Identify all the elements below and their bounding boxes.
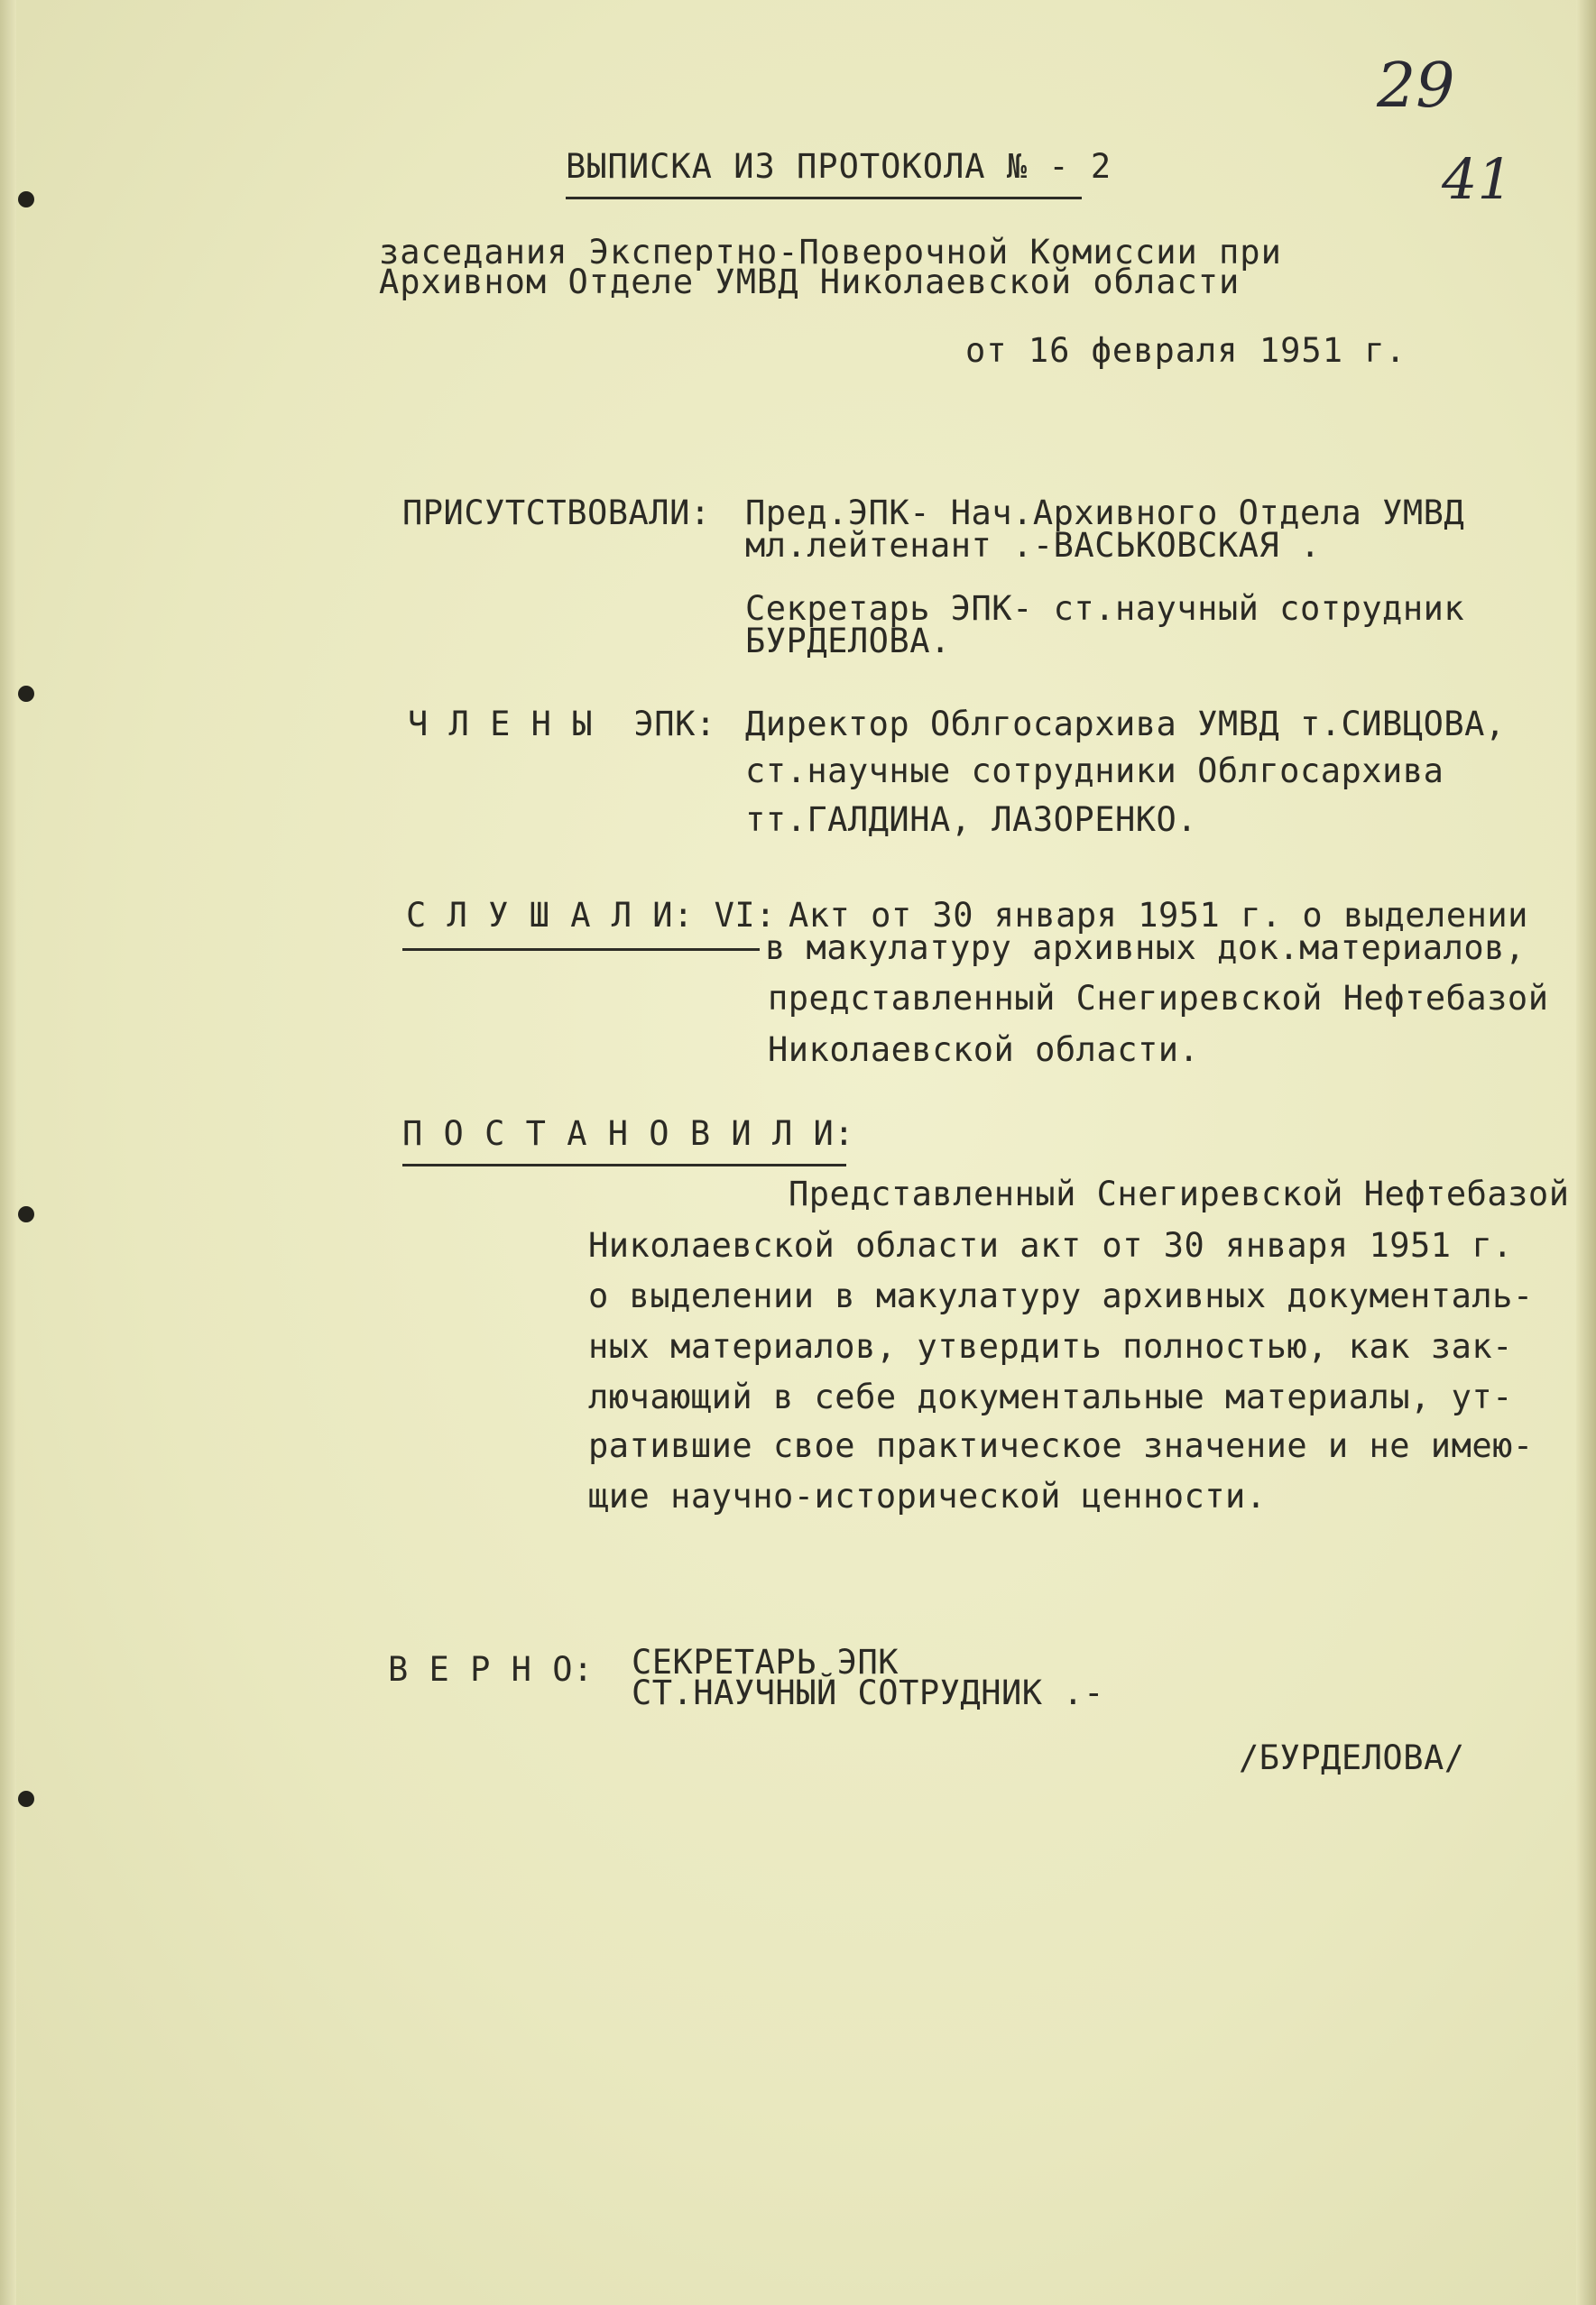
heard-underline [402, 948, 760, 951]
binding-hole [18, 1206, 34, 1222]
meeting-date: от 16 февраля 1951 г. [965, 331, 1407, 370]
present-secretary-line-2: БУРДЕЛОВА. [745, 622, 951, 660]
members-line-3: тт.ГАЛДИНА, ЛАЗОРЕНКО. [745, 800, 1198, 839]
present-secretary-line-1: Секретарь ЭПК- ст.научный сотрудник [745, 589, 1465, 628]
header-line-1: заседания Экспертно-Поверочной Комиссии при [379, 233, 1282, 272]
present-chair-line-2: мл.лейтенант .-ВАСЬКОВСКАЯ . [745, 526, 1321, 565]
resolved-line-5: лючающий в себе документальные материалы, ут- [588, 1378, 1513, 1416]
heard-label: С Л У Ш А Л И: VI: [406, 896, 776, 935]
signature-name: /БУРДЕЛОВА/ [1239, 1738, 1465, 1777]
certified-line-2: СТ.НАУЧНЫЙ СОТРУДНИК .- [632, 1673, 1104, 1712]
resolved-line-4: ных материалов, утвердить полностью, как зак- [588, 1327, 1513, 1366]
binding-hole [18, 191, 34, 207]
present-label: ПРИСУТСТВОВАЛИ: [402, 493, 711, 532]
page-right-edge [1576, 0, 1596, 2305]
resolved-line-1: Представленный Снегиревской Нефтебазой [789, 1175, 1570, 1213]
resolved-line-6: ратившие свое практическое значение и не имею- [588, 1426, 1534, 1465]
handwritten-page-number: 29 [1377, 51, 1455, 122]
members-label: Ч Л Е Н Ы ЭПК: [408, 705, 716, 743]
heard-line-3: представленный Снегиревской Нефтебазой [768, 979, 1549, 1018]
binding-hole [18, 1791, 34, 1807]
heard-line-1: Акт от 30 января 1951 г. о выделении [789, 896, 1528, 935]
document-title: ВЫПИСКА ИЗ ПРОТОКОЛА № - 2 [566, 147, 1112, 186]
resolved-line-3: о выделении в макулатуру архивных документаль- [588, 1277, 1534, 1315]
heard-line-2: в макулатуру архивных док.материалов, [765, 928, 1526, 967]
handwritten-folio-number: 41 [1442, 146, 1513, 212]
title-underline [566, 197, 1082, 199]
members-line-2: ст.научные сотрудники Облгосархива [745, 751, 1444, 790]
resolved-label: П О С Т А Н О В И Л И: [402, 1114, 855, 1153]
binding-hole [18, 686, 34, 702]
resolved-line-2: Николаевской области акт от 30 января 1951 г. [588, 1226, 1513, 1265]
certified-line-1: СЕКРЕТАРЬ ЭПК [632, 1643, 899, 1682]
certified-label: В Е Р Н О: [388, 1650, 594, 1689]
present-chair-line-1: Пред.ЭПК- Нач.Архивного Отдела УМВД [745, 493, 1465, 532]
resolved-underline [402, 1164, 846, 1166]
heard-line-4: Николаевской области. [768, 1030, 1200, 1069]
page-left-edge [0, 0, 16, 2305]
resolved-line-7: щие научно-исторической ценности. [588, 1477, 1267, 1516]
members-line-1: Директор Облгосархива УМВД т.СИВЦОВА, [745, 705, 1506, 743]
header-line-2: Архивном Отделе УМВД Николаевской области [379, 263, 1241, 301]
